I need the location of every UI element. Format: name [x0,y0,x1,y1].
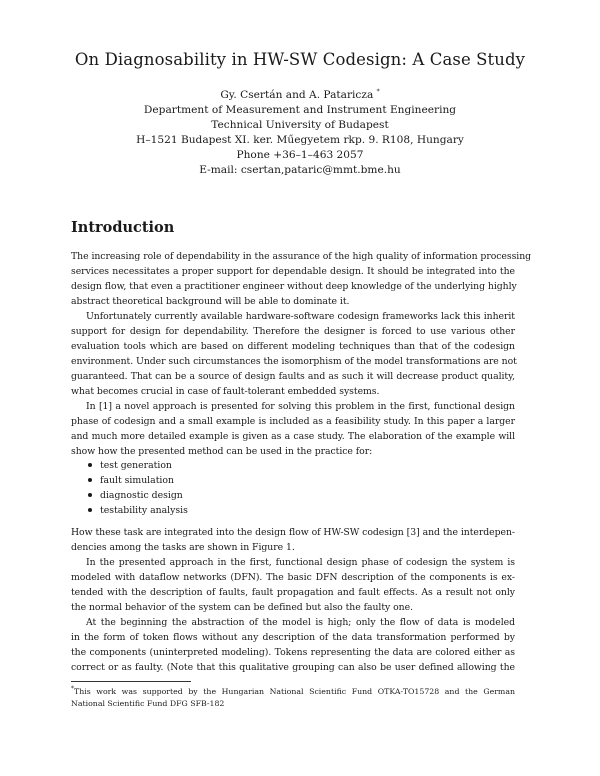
text-line: phase of codesign and a small example is included as a feasibility study. In this paper a larger [71,416,515,427]
text-line: show how the presented method can be used in the practice for: [71,446,373,457]
text-line: evaluation tools which are based on different modeling techniques than that of the codesign [71,341,515,352]
affiliation-line: H–1521 Budapest XI. ker. Műegyetem rkp. 9. R108, Hungary [136,134,464,146]
affiliation-line: Technical University of Budapest [211,119,389,131]
list-item: testability analysis [88,503,188,518]
text-line: How these task are integrated into the design flow of HW-SW codesign [3] and the interdepen- [71,527,515,538]
text-line: the normal behavior of the system can be defined but also the faulty one. [71,602,413,613]
bullet-icon [88,493,92,497]
bullet-icon [88,463,92,467]
text-line: correct or as faulty. (Note that this qualitative grouping can also be user defined allowing the [71,662,515,673]
text-line: In the presented approach in the first, functional design phase of codesign the system is [86,557,515,568]
text-line: support for design for dependability. Therefore the designer is forced to use various other [71,326,515,337]
text-line: Unfortunately currently available hardware-software codesign frameworks lack this inherit [86,311,515,322]
text-line: In [1] a novel approach is presented for solving this problem in the first, functional design [86,401,515,412]
footnote-line: *This work was supported by the Hungarian National Scientific Fund OTKA-TO15728 and the German [71,685,515,696]
text-line: environment. Under such circumstances the isomorphism of the model transformations are not [71,356,517,367]
authors: Gy. Csertán and A. Pataricza * [220,88,380,101]
affiliation-line: Department of Measurement and Instrument Engineering [143,104,457,116]
list-item: fault simulation [88,473,174,488]
section-heading-introduction: Introduction [71,219,175,236]
text-line: the components (uninterpreted modeling). Tokens representing the data are colored either as [71,647,515,658]
bullet-icon [88,478,92,482]
text-line: services necessitates a proper support for dependable design. It should be integrated into the [71,266,515,277]
text-line: dencies among the tasks are shown in Figure 1. [71,542,295,553]
text-line: modeled with dataflow networks (DFN). The basic DFN description of the components is ex- [71,572,515,583]
text-line: design flow, that even a practitioner engineer without deep knowledge of the underlying highly [71,281,517,292]
affiliation-email: E-mail: csertan,pataric@mmt.bme.hu [199,164,401,176]
list-item: test generation [88,458,172,473]
text-line: abstract theoretical background will be able to dominate it. [71,296,350,307]
bullet-icon [88,508,92,512]
text-line: what becomes crucial in case of fault-tolerant embedded systems. [71,386,380,397]
list-item: diagnostic design [88,488,183,503]
text-line: The increasing role of dependability in the assurance of the high quality of information processing [71,251,532,262]
text-line: and much more detailed example is given as a case study. The elaboration of the example will [71,431,515,442]
footnote-line: National Scientific Fund DFG SFB-182 [71,699,225,708]
text-line: guaranteed. That can be a source of design faults and as such it will decrease product quality, [71,371,515,382]
footnote-rule [71,681,191,682]
paper-title: On Diagnosability in HW-SW Codesign: A Case Study [74,50,526,69]
text-line: tended with the description of faults, fault propagation and fault effects. As a result not only [71,587,515,598]
text-line: in the form of token flows without any description of the data transformation performed by [71,632,515,643]
affiliation-phone: Phone +36–1–463 2057 [236,149,364,161]
text-line: At the beginning the abstraction of the model is high; only the flow of data is modeled [86,617,515,628]
